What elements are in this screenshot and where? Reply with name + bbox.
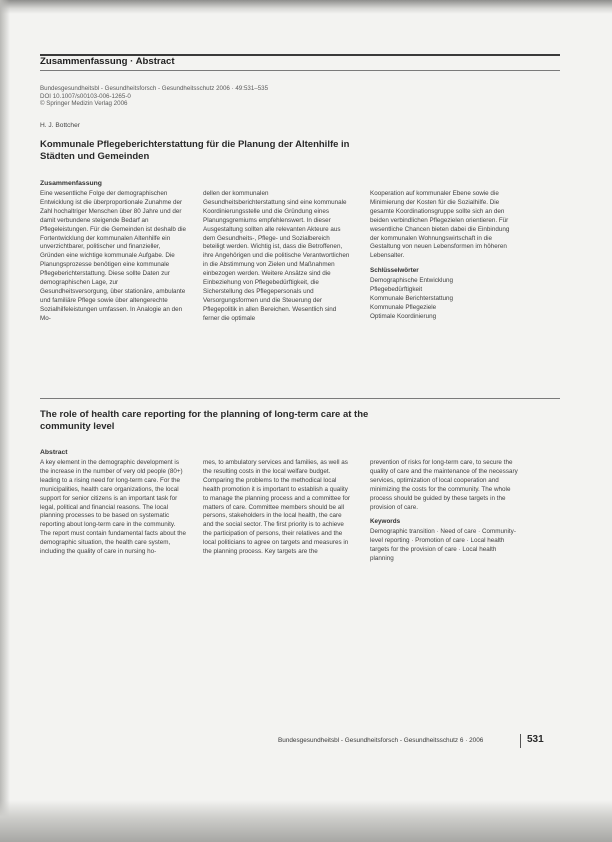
german-keyword-2: Pflegebedürftigkeit	[370, 286, 423, 294]
scan-shadow-top	[0, 0, 612, 14]
section-label: Zusammenfassung · Abstract	[40, 56, 175, 67]
german-keyword-5: Optimale Koordinierung	[370, 312, 437, 320]
english-abstract-col3	[370, 459, 520, 564]
english-abstract-text-2: mes, to ambulatory services and families, as well as the resulting costs in the local welfare budget. Comparing the problems to the methodical local health promotion it is important to establish a quality to manage the planning process and a committee for matters of care. Committee members should be all persons, stakeholders in the local health, the care and the social sector. The first priority is to achieve the participation of persons, their relatives and the local politicians to agree on targets and measures in the planning process. Key targets are the	[203, 459, 351, 556]
german-keyword-1: Demographische Entwicklung	[370, 277, 453, 285]
english-abstract-col2	[203, 459, 352, 557]
scan-shadow-left	[0, 0, 10, 842]
article-meta	[40, 85, 268, 108]
english-abstract-text-1: A key element in the demographic development is the increase in the number of very old people (80+) leading to a rising need for long-term care. For the municipalities, health care organizations, the local support for senior citizens is an important task for legal, political and financial reasons. The local planning processes to be based on systematic reporting about long-term care in the community. The report must contain fundamental facts about the demographic situation, the health care system, including the quality of care in nursing ho-	[40, 459, 186, 556]
german-abstract-col2	[203, 190, 352, 324]
english-abstract-text-3: prevention of risks for long-term care, to secure the quality of care and the maintenance of the necessary services, optimization of local cooperation and minimizing the costs for the community. The whole process should be guided by these targets in the provision of care.	[370, 459, 518, 511]
german-abstract-heading: Zusammenfassung	[40, 180, 102, 187]
german-keywords-heading: Schlüsselwörter	[370, 267, 419, 275]
english-abstract-col1	[40, 459, 186, 557]
german-abstract-text-3: Kooperation auf kommunaler Ebene sowie die Minimierung der Kosten für die Sozialhilfe. Die gesamte Koordinationsgruppe sollte sich an den beiden verbindlichen Pflegezielen orientieren. Für wesentliche Chancen bieten dabei die Einbindung der kommunalen Wohnungswirtschaft in die Gestaltung von neuen Lebensformen im höheren Lebensalter.	[370, 190, 510, 260]
meta-copyright: © Springer Medizin Verlag 2006	[40, 100, 128, 108]
english-keywords: Demographic transition · Need of care · Community-level reporting · Promotion of care · Local health targets for the provision of care · Local health planning	[370, 528, 516, 563]
footer-separator	[520, 734, 521, 748]
german-abstract-text-2: dellen der kommunalen Gesundheitsberichterstattung sind eine kommunale Koordinierungsstelle und die Gründung eines Planungsgremiums empfehlenswert. In dieser Ausgestaltung sollten alle relevanten Akteure aus dem Gesundheits-, Pflege- und Sozialbereich beteiligt werden. Wichtig ist, dass die Betroffenen, ihre Angehörigen und die politische Verantwortlichen in die Abstimmung von Zielen und Maßnahmen einbezogen werden. Weitere Ansätze sind die Einbeziehung von Pflegebedürftigkeit, die Sicherstellung des Pflegepersonals und Versorgungsformen und die Steuerung der Pflegepolitik in allen Bereichen. Wesentlich sind ferner die optimale	[203, 190, 350, 322]
german-keyword-4: Kommunale Pflegeziele	[370, 303, 437, 311]
meta-citation: Bundesgesundheitsbl - Gesundheitsforsch - Gesundheitsschutz 2006 · 49:531–535	[40, 85, 269, 92]
footer-journal: Bundesgesundheitsbl - Gesundheitsforsch - Gesundheitsschutz 6 · 2006	[278, 737, 484, 744]
author: H. J. Bottcher	[40, 122, 80, 129]
page-number: 531	[527, 734, 544, 745]
german-abstract-col3	[370, 190, 520, 322]
german-abstract-col1	[40, 190, 186, 324]
scan-shadow-bottom	[0, 800, 612, 842]
section-divider	[40, 398, 560, 399]
german-abstract-text-1: Eine wesentliche Folge der demographischen Entwicklung ist die überproportionale Zunahme der Zahl hochaltriger Menschen über 80 Jahre und der damit verbundene steigende Bedarf an Pflegeleistungen. Für die Gemeinden ist deshalb die Fortentwicklung der kommunalen Altenhilfe ein unverzichtbarer, politischer und finanzieller, Gründen eine wichtige kommunale Aufgabe. Die Planungsprozesse benötigen eine kommunale Pflegeberichterstattung. Diese sollte Daten zur demographischen Lage, zur Gesundheitsversorgung, über stationäre, ambulante und familiäre Pflege sowie über altengerechte Sozialhilfeleistungen umfassen. In Analogie an den Mo-	[40, 190, 186, 322]
english-title: The role of health care reporting for the planning of long-term care at the community level	[40, 409, 369, 432]
header-divider	[40, 70, 560, 71]
english-keywords-heading: Keywords	[370, 518, 401, 526]
german-keyword-3: Kommunale Berichterstattung	[370, 294, 453, 302]
english-abstract-heading: Abstract	[40, 449, 68, 456]
german-title: Kommunale Pflegeberichterstattung für die Planung der Altenhilfe in Städten und Gemeinden	[40, 139, 350, 162]
meta-doi: DOI 10.1007/s00103-006-1265-0	[40, 92, 131, 100]
